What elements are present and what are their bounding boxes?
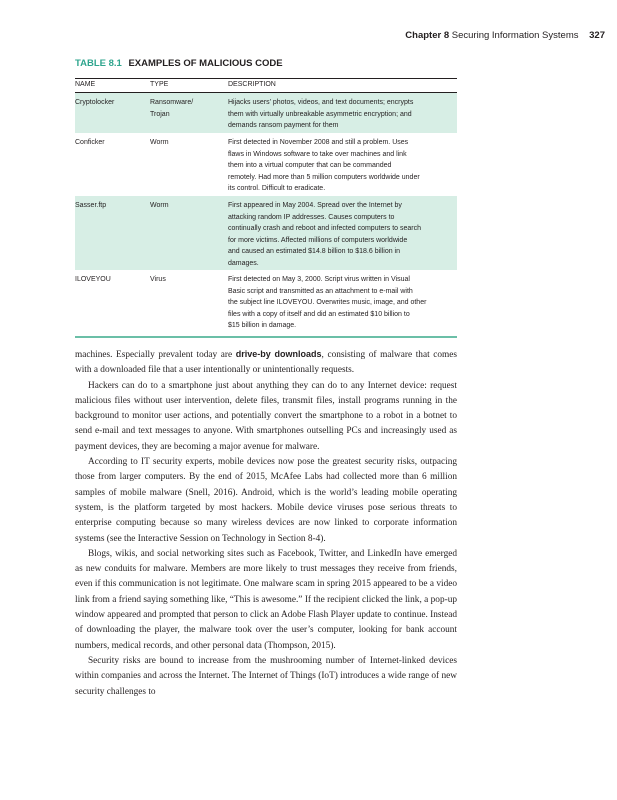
paragraph-text: machines. Especially prevalent today are: [75, 350, 233, 360]
paragraph-text: , consisting of malware that comes with a downloaded file that a user intentionally or unintentionally requests.: [75, 350, 458, 376]
type-line: Virus: [150, 276, 166, 283]
paragraph: According to IT security experts, mobile devices now pose the greatest security risks, outpacing those from larger computers. By the end of 2015, McAfee Labs had collected more than 6 million samples of mobile malware (Snell, 2016). Android, which is the world’s leading mobile operating system, is the platform targeted by most hackers. Mobile device viruses pose serious threats to enterprise computing because so many wireless devices are now linked to corporate information systems (see the Interactive Session on Technology in Section 8-4).: [75, 457, 457, 544]
description-line: the subject line ILOVEYOU. Overwrites music, image, and other: [228, 299, 427, 306]
cell-description: [228, 97, 453, 132]
paragraph: [75, 347, 457, 379]
table-row: [75, 270, 457, 338]
table-number: TABLE 8.1: [75, 58, 122, 69]
table-row: [75, 93, 457, 133]
key-term: drive-by downloads: [235, 349, 322, 359]
description-line: them with virtually unbreakable asymmetric encryption; and: [228, 110, 412, 118]
cell-description: [228, 200, 453, 269]
paragraph: Security risks are bound to increase from the mushrooming number of Internet-linked devices within companies and across the Internet. The Internet of Things (IoT) introduces a wide range of new security challenges to: [75, 655, 457, 697]
paragraph: Blogs, wikis, and social networking sites such as Facebook, Twitter, and LinkedIn have emerged as new conduits for malware. Members are more likely to trust messages they receive from friends, even if this communication is not legitimate. One malware scam in spring 2015 appeared to be a video link from a friend saying something like, “This is awesome.” If the recipient clicked the link, a pop-up window appeared and prompted that person to click an Adobe Flash Player update to continue. Instead of downloading the player, the malware took over the user’s computer, looking for bank account numbers, medical records, and other personal data (Thompson, 2015).: [75, 548, 457, 651]
table-row: [75, 196, 457, 270]
description-line: attacking random IP addresses. Causes computers to: [228, 213, 395, 221]
cell-type: [150, 97, 220, 120]
column-header-type: TYPE: [150, 81, 169, 88]
type-line: Worm: [150, 139, 169, 146]
running-header: [405, 30, 605, 41]
description-line: its control. Difficult to eradicate.: [228, 185, 326, 192]
type-line: Trojan: [150, 110, 170, 118]
cell-name: Conficker: [75, 139, 105, 146]
description-line: $15 billion in damage.: [228, 322, 297, 329]
cell-type: [150, 200, 220, 212]
description-line: files with a copy of itself and did an estimated $10 billion to: [228, 310, 410, 318]
description-line: demands ransom payment for them: [228, 122, 339, 129]
cell-type: [150, 137, 220, 149]
table-title: EXAMPLES OF MALICIOUS CODE: [128, 58, 283, 69]
description-line: continually crash and reboot and infected computers to search: [228, 225, 422, 232]
table-row: [75, 133, 457, 196]
description-line: remotely. Had more than 5 million computers worldwide under: [228, 173, 420, 181]
cell-description: [228, 137, 453, 195]
cell-name: ILOVEYOU: [75, 276, 111, 283]
description-line: First detected in November 2008 and still a problem. Uses: [228, 139, 409, 146]
description-line: damages.: [228, 259, 259, 267]
description-line: them into a virtual computer that can be commanded: [228, 162, 392, 169]
type-line: Ransomware/: [150, 99, 194, 106]
cell-name: Cryptolocker: [75, 99, 115, 106]
cell-name: Sasser.ftp: [75, 202, 107, 209]
paragraph: Hackers can do to a smartphone just about anything they can do to any Internet device: request malicious files without user intervention, delete files, transmit files, install programs running in the background to monitor user actions, and potentially convert the smartphone to a robot in a botnet to send e-mail and text messages to anyone. With smartphones outselling PCs and increasingly used as payment devices, they are becoming a major avenue for malware.: [75, 380, 457, 452]
body-text: [75, 347, 457, 700]
type-line: Worm: [150, 202, 169, 209]
description-line: and caused an estimated $14.8 billion to $18.6 billion in: [228, 248, 401, 255]
page-number: 327: [589, 30, 605, 41]
description-line: Hijacks users’ photos, videos, and text documents; encrypts: [228, 99, 414, 106]
description-line: First detected on May 3, 2000. Script virus written in Visual: [228, 276, 410, 283]
malicious-code-table: [75, 78, 457, 338]
table-caption: [75, 58, 283, 69]
chapter-label: Chapter 8: [405, 30, 450, 41]
column-header-name: NAME: [75, 81, 96, 88]
column-header-description: DESCRIPTION: [228, 81, 276, 88]
description-line: Basic script and transmitted as an attachment to e-mail with: [228, 287, 413, 295]
table-header-row: [75, 78, 457, 93]
chapter-title: Securing Information Systems: [451, 30, 579, 41]
cell-type: [150, 274, 220, 286]
description-line: for more victims. Affected millions of computers worldwide: [228, 236, 408, 244]
description-line: First appeared in May 2004. Spread over the Internet by: [228, 202, 402, 209]
description-line: flaws in Windows software to take over machines and link: [228, 150, 407, 158]
cell-description: [228, 274, 453, 332]
